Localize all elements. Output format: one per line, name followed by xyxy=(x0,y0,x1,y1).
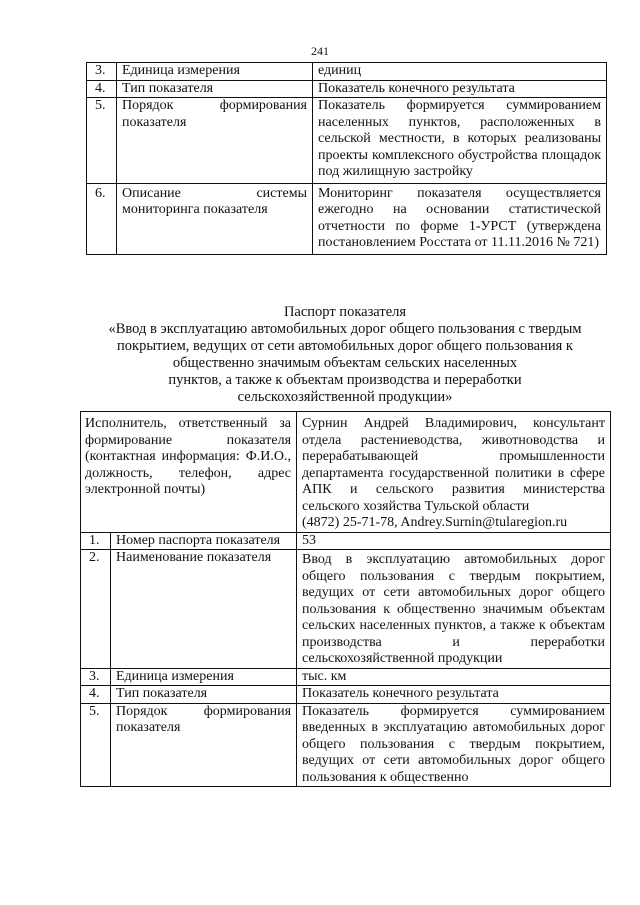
row-value: тыс. км xyxy=(297,668,611,686)
row-value: Мониторинг показателя осуществляется ежегодно на основании статистической отчетности по форме 1-УРСТ (утверждена постановлением Росстата от 11.11.2016 № 721) xyxy=(313,183,607,254)
table-row xyxy=(87,63,607,81)
row-label: Тип показателя xyxy=(111,686,297,704)
executor-cell xyxy=(297,412,611,533)
row-label: Номер паспорта показателя xyxy=(111,532,297,550)
passport-title-line: сельскохозяйственной продукции» xyxy=(237,389,453,405)
row-number: 5. xyxy=(81,703,111,787)
table-row xyxy=(81,668,611,686)
row-label: Тип показателя xyxy=(117,80,313,98)
table-row xyxy=(87,80,607,98)
indicator-table-continued xyxy=(86,62,607,255)
row-label: Порядок формирования показателя xyxy=(111,703,297,787)
table-row xyxy=(81,532,611,550)
passport-title-line: покрытием, ведущих от сети автомобильных дорог общего пользования к xyxy=(117,338,573,354)
row-label: Наименование показателя xyxy=(111,550,297,669)
row-label: Описание системы мониторинга показателя xyxy=(117,183,313,254)
row-number: 4. xyxy=(81,686,111,704)
page-number: 241 xyxy=(311,44,329,58)
row-value: Показатель конечного результата xyxy=(313,80,607,98)
passport-title-line: общественно значимым объектам сельских населенных xyxy=(172,355,518,371)
row-label: Единица измерения xyxy=(111,668,297,686)
row-number: 3. xyxy=(81,668,111,686)
passport-title-line: «Ввод в эксплуатацию автомобильных дорог общего пользования с твердым xyxy=(108,321,582,337)
passport-table xyxy=(80,411,611,787)
executor-label: Исполнитель, ответственный за формирование показателя (контактная информация: Ф.И.О., должность, телефон, адрес электронной почты) xyxy=(81,412,297,533)
row-value: Ввод в эксплуатацию автомобильных дорог общего пользования с твердым покрытием, ведущих от сети автомобильных дорог общего пользования к общественно значимым объектам сельских населенных пунктов, а также к объектам производства и переработки сельскохозяйственной продукции xyxy=(297,550,611,669)
table-row xyxy=(87,183,607,254)
table-row xyxy=(81,703,611,787)
row-number: 1. xyxy=(81,532,111,550)
row-number: 4. xyxy=(87,80,117,98)
row-value: Показатель конечного результата xyxy=(297,686,611,704)
table-row xyxy=(81,686,611,704)
row-number: 2. xyxy=(81,550,111,669)
table-row xyxy=(87,98,607,184)
row-number: 5. xyxy=(87,98,117,184)
row-label: Порядок формирования показателя xyxy=(117,98,313,184)
row-value: единиц xyxy=(313,63,607,81)
executor-contact: (4872) 25-71-78, Andrey.Surnin@tularegion.ru xyxy=(302,515,568,530)
executor-value: Сурнин Андрей Владимирович, консультант отдела растениеводства, животноводства и перерабатывающей промышленности департамента государственной политики в сфере АПК и сельского развития министерства сельского хозяйства Тульской области xyxy=(302,416,606,514)
executor-row xyxy=(81,412,611,533)
passport-title xyxy=(80,304,610,406)
table-row xyxy=(81,550,611,669)
passport-heading: Паспорт показателя xyxy=(283,304,407,320)
row-value: Показатель формируется суммированием введенных в эксплуатацию автомобильных дорог общего пользования с твердым покрытием, ведущих от сети автомобильных дорог общего пользования к общественно xyxy=(297,703,611,787)
row-label: Единица измерения xyxy=(117,63,313,81)
row-value: Показатель формируется суммированием населенных пунктов, расположенных в сельской местности, в которых реализованы проекты комплексного обустройства площадок под жилищную застройку xyxy=(313,98,607,184)
row-value: 53 xyxy=(297,532,611,550)
passport-title-line: пунктов, а также к объектам производства и переработки xyxy=(168,372,522,388)
row-number: 3. xyxy=(87,63,117,81)
row-number: 6. xyxy=(87,183,117,254)
